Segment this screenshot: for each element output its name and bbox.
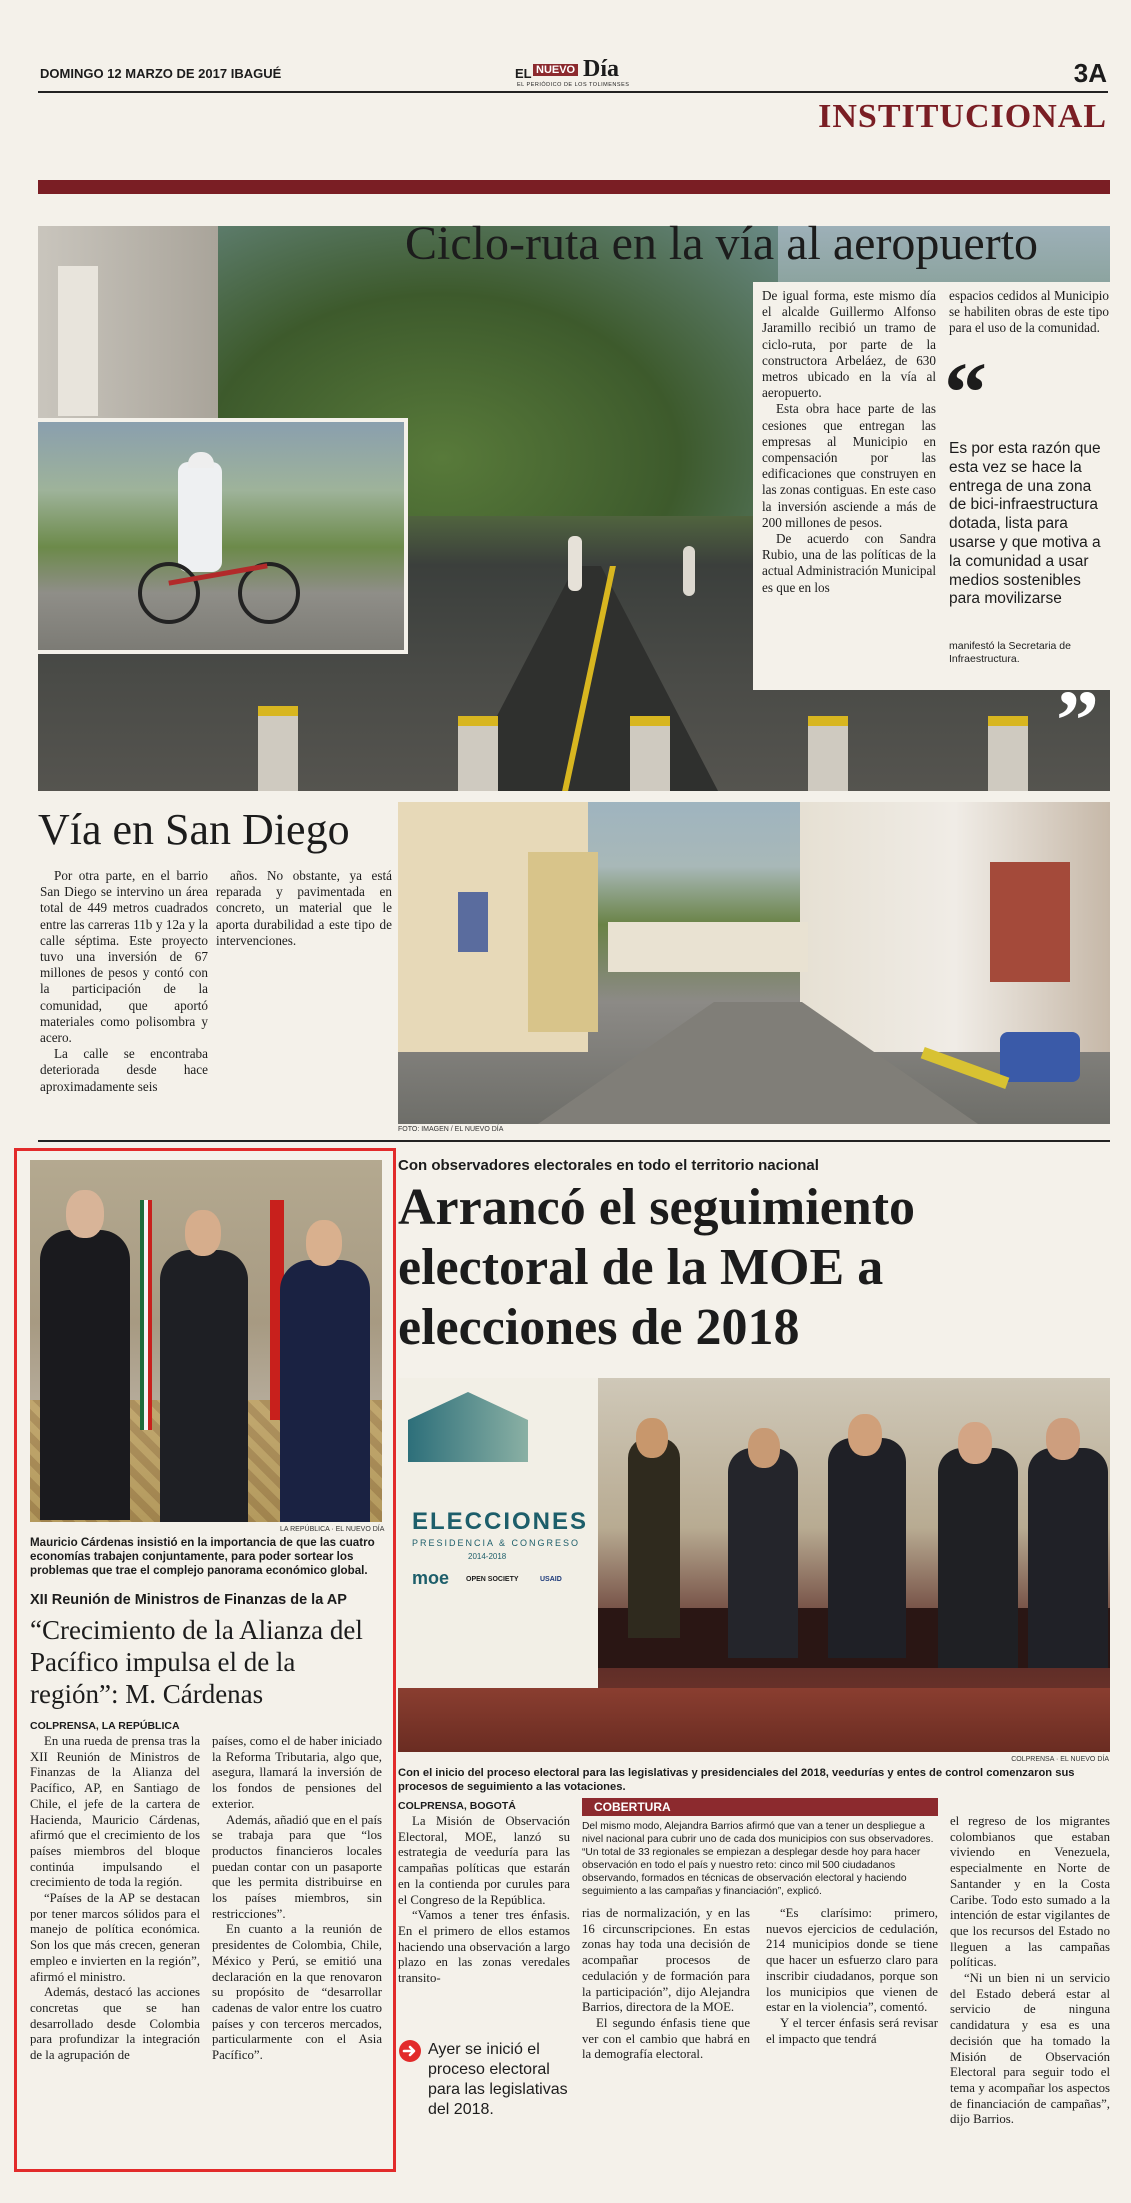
sandiego-col2: años. No obstante, ya está reparada y pavimentada en concreto, un material que le aporta durabilidad a este tipo de intervenciones.	[216, 868, 392, 948]
cobertura-text: Del mismo modo, Alejandra Barrios afirmó que van a tener un despliegue a nivel nacional para cubrir uno de cada dos municipios con sus observadores. “Un total de 33 regionales se empiezan a desplegar desde hoy para hacer observación en todo el país y nuestro reto: cinco mil 500 ciudadanos observando, formados en técnicas de observación electoral y haciendo seguimiento a las campañas y financiación”, explicó.	[582, 1821, 934, 1897]
ciclo-col1: De igual forma, este mismo día el alcalde Guillermo Alfonso Jaramillo recibió un tramo de ciclo-ruta, por parte de la constructora Arbeláez, de 630 metros ubicado en la vía al aeropuerto. Esta obra hace parte de las cesiones que entregan las empresas al Municipio en compensación por las edificaciones que construyen en las zonas contiguas. En este caso la inversión asciende a más de 200 millones de pesos. De acuerdo con Sandra Rubio, una de las políticas de la actual Administración Municipal es que en los	[762, 288, 936, 595]
quote-open-mark: “	[944, 344, 987, 440]
photo-ministers	[30, 1160, 382, 1522]
alianza-headline: “Crecimiento de la Alianza del Pacífico impulsa el de la región”: M. Cárdenas	[30, 1615, 363, 1709]
highlight-text: Ayer se inició el proceso electoral para las legislativas del 2018.	[428, 2041, 568, 2118]
moe-col1: La Misión de Observación Electoral, MOE, lanzó su estrategia de veeduría para las campañas políticas que estarán en la contienda por curules para el Congreso de la República. “Vamos a tener tres énfasis. En el primero de ellos estamos haciendo una observación a largo plazo en las zonas veredales transito-	[398, 1814, 570, 1986]
moe-col4: el regreso de los migrantes colombianos que estaban viviendo en Venezuela, especialmente en Norte de Santander y en la Costa Caribe. Todo esto sumado a la intención de estar vigilantes de que los recursos del Estado no lleguen a las campañas políticas. “Ni un bien ni un servicio del Estado deberá estar al servicio de ninguna candidatura y esa es una decisión que ha tomado la Misión de Observación Electoral para seguir todo el tema y acompañar los aspectos de financiación de campañas”, dijo Barrios.	[950, 1814, 1110, 2127]
alianza-col2: países, como el de haber iniciado la Reforma Tributaria, algo que, asegura, llamará la inversión de los fondos de pensiones del exterior. Además, añadió que en el país se trabaja para que “los productos financieros locales puedan contar con un pasaporte que les permita distribuirse en los países miembros, sin restricciones”. En cuanto a la reunión de presidentes de Colombia, Chile, México y Perú, se emitió una declaración en la que renovaron su propósito de “desarrollar cadenas de valor entre los cuatro países y con terceros mercados, particularmente con el Asia Pacífico”.	[212, 1734, 382, 2063]
quote-close-mark: ”	[1056, 672, 1099, 768]
moe-photo-credit: COLPRENSA · EL NUEVO DÍA	[1011, 1756, 1109, 1763]
banner-subtitle: PRESIDENCIA & CONGRESO	[412, 1538, 581, 1548]
ciclo-col2: espacios cedidos al Municipio se habiliten obras de este tipo para el uso de la comunidad.	[949, 288, 1109, 336]
section-band	[38, 180, 1110, 194]
moe-col3: “Es clarísimo: primero, nuevos ejercicios de cedulación, 214 municipios donde se tiene que hacer un esfuerzo claro para inscribir ciudadanos, porque son los municipios que vienen de estar en la violencia”, comentó. Y el tercer énfasis será revisar el impacto que tendrá	[766, 1906, 938, 2046]
alianza-byline: COLPRENSA, LA REPÚBLICA	[30, 1720, 180, 1732]
photo-san-diego-street	[398, 802, 1110, 1124]
alianza-col1: En una rueda de prensa tras la XII Reunión de Ministros de Finanzas de la Alianza del Pacífico, AP, en Santiago de Chile, el jefe de la cartera de Hacienda, Mauricio Cárdenas, afirmó que el crecimiento de los países miembros del bloque continúa impulsando el crecimiento de toda la región. “Países de la AP se destacan por tener marcos sólidos para el manejo de política económica. Son los que más crecen, generan empleo e invierten en la región”, afirmó el ministro. Además, destacó las acciones concretas que se han desarrollado desde Colombia para profundizar la integración de la agrupación de	[30, 1734, 200, 2063]
cobertura-bar	[582, 1798, 938, 1816]
alianza-kicker: XII Reunión de Ministros de Finanzas de la AP	[30, 1592, 347, 1608]
banner-logo-moe: moe	[412, 1568, 450, 1588]
moe-col2: rias de normalización, y en las 16 circunscripciones. En estas zonas hay toda una decisión de acompañar procesos de cedulación y de formación para la participación”, dijo Alejandra Barrios, directora de la MOE. El segundo énfasis tiene que ver con el cambio que habrá en la demografía electoral.	[582, 1906, 750, 2062]
banner-title: ELECCIONES	[412, 1508, 589, 1535]
dateline: DOMINGO 12 MARZO DE 2017 IBAGUÉ	[40, 66, 282, 81]
page-number: 3A	[1073, 58, 1107, 88]
moe-kicker: Con observadores electorales en todo el territorio nacional	[398, 1157, 819, 1174]
masthead-logo: EL NUEVO Día EL PERIÓDICO DE LOS TOLIMENSES	[515, 56, 630, 88]
highlight-arrow-icon	[399, 2040, 421, 2062]
pull-quote: Es por esta razón que esta vez se hace la entrega de una zona de bici-infraestructura dotada, lista para usarse y que motiva a la comunidad a usar medios sostenibles para movilizarse	[949, 440, 1101, 608]
photo-cyclist-inset	[38, 418, 408, 654]
sandiego-col1: Por otra parte, en el barrio San Diego se intervino un área total de 449 metros cuadrados entre las carreras 11b y 12a y la calle séptima. Este proyecto tuvo una inversión de 67 millones de pesos y contó con la participación de la comunidad, que aportó materiales como polisombra y acero. La calle se encontraba deteriorada desde hace aproximadamente seis	[40, 868, 208, 1094]
banner-logo-usaid: USAID	[540, 1576, 562, 1583]
moe-headline: Arrancó el seguimiento electoral de la MOE a elecciones de 2018	[398, 1179, 916, 1356]
headline-san-diego: Vía en San Diego	[38, 805, 350, 854]
sandiego-photo-credit: FOTO: IMAGEN / EL NUEVO DÍA	[398, 1126, 504, 1133]
moe-caption: Con el inicio del proceso electoral para las legislativas y presidenciales del 2018, veedurías y entes de control comenzaron sus procesos de seguimiento a las votaciones.	[398, 1767, 1075, 1793]
banner-years: 2014-2018	[468, 1552, 507, 1561]
banner-logo-open-society: OPEN SOCIETY	[466, 1576, 519, 1583]
moe-byline: COLPRENSA, BOGOTÁ	[398, 1800, 516, 1812]
headline-ciclo-ruta: Ciclo-ruta en la vía al aeropuerto	[405, 217, 1039, 270]
alianza-caption: Mauricio Cárdenas insistió en la importancia de que las cuatro economías trabajen conjuntamente, para poder sortear los problemas que trae el complejo panorama económico global.	[30, 1536, 375, 1577]
photo-moe-event	[398, 1378, 1110, 1752]
alianza-photo-credit: LA REPÚBLICA · EL NUEVO DÍA	[280, 1526, 385, 1533]
cobertura-label: COBERTURA	[594, 1800, 671, 1814]
section-divider	[38, 1140, 1110, 1142]
section-title: INSTITUCIONAL	[818, 98, 1107, 135]
header-rule	[38, 91, 1108, 93]
quote-attribution: manifestó la Secretaria de Infraestructura.	[949, 640, 1071, 665]
